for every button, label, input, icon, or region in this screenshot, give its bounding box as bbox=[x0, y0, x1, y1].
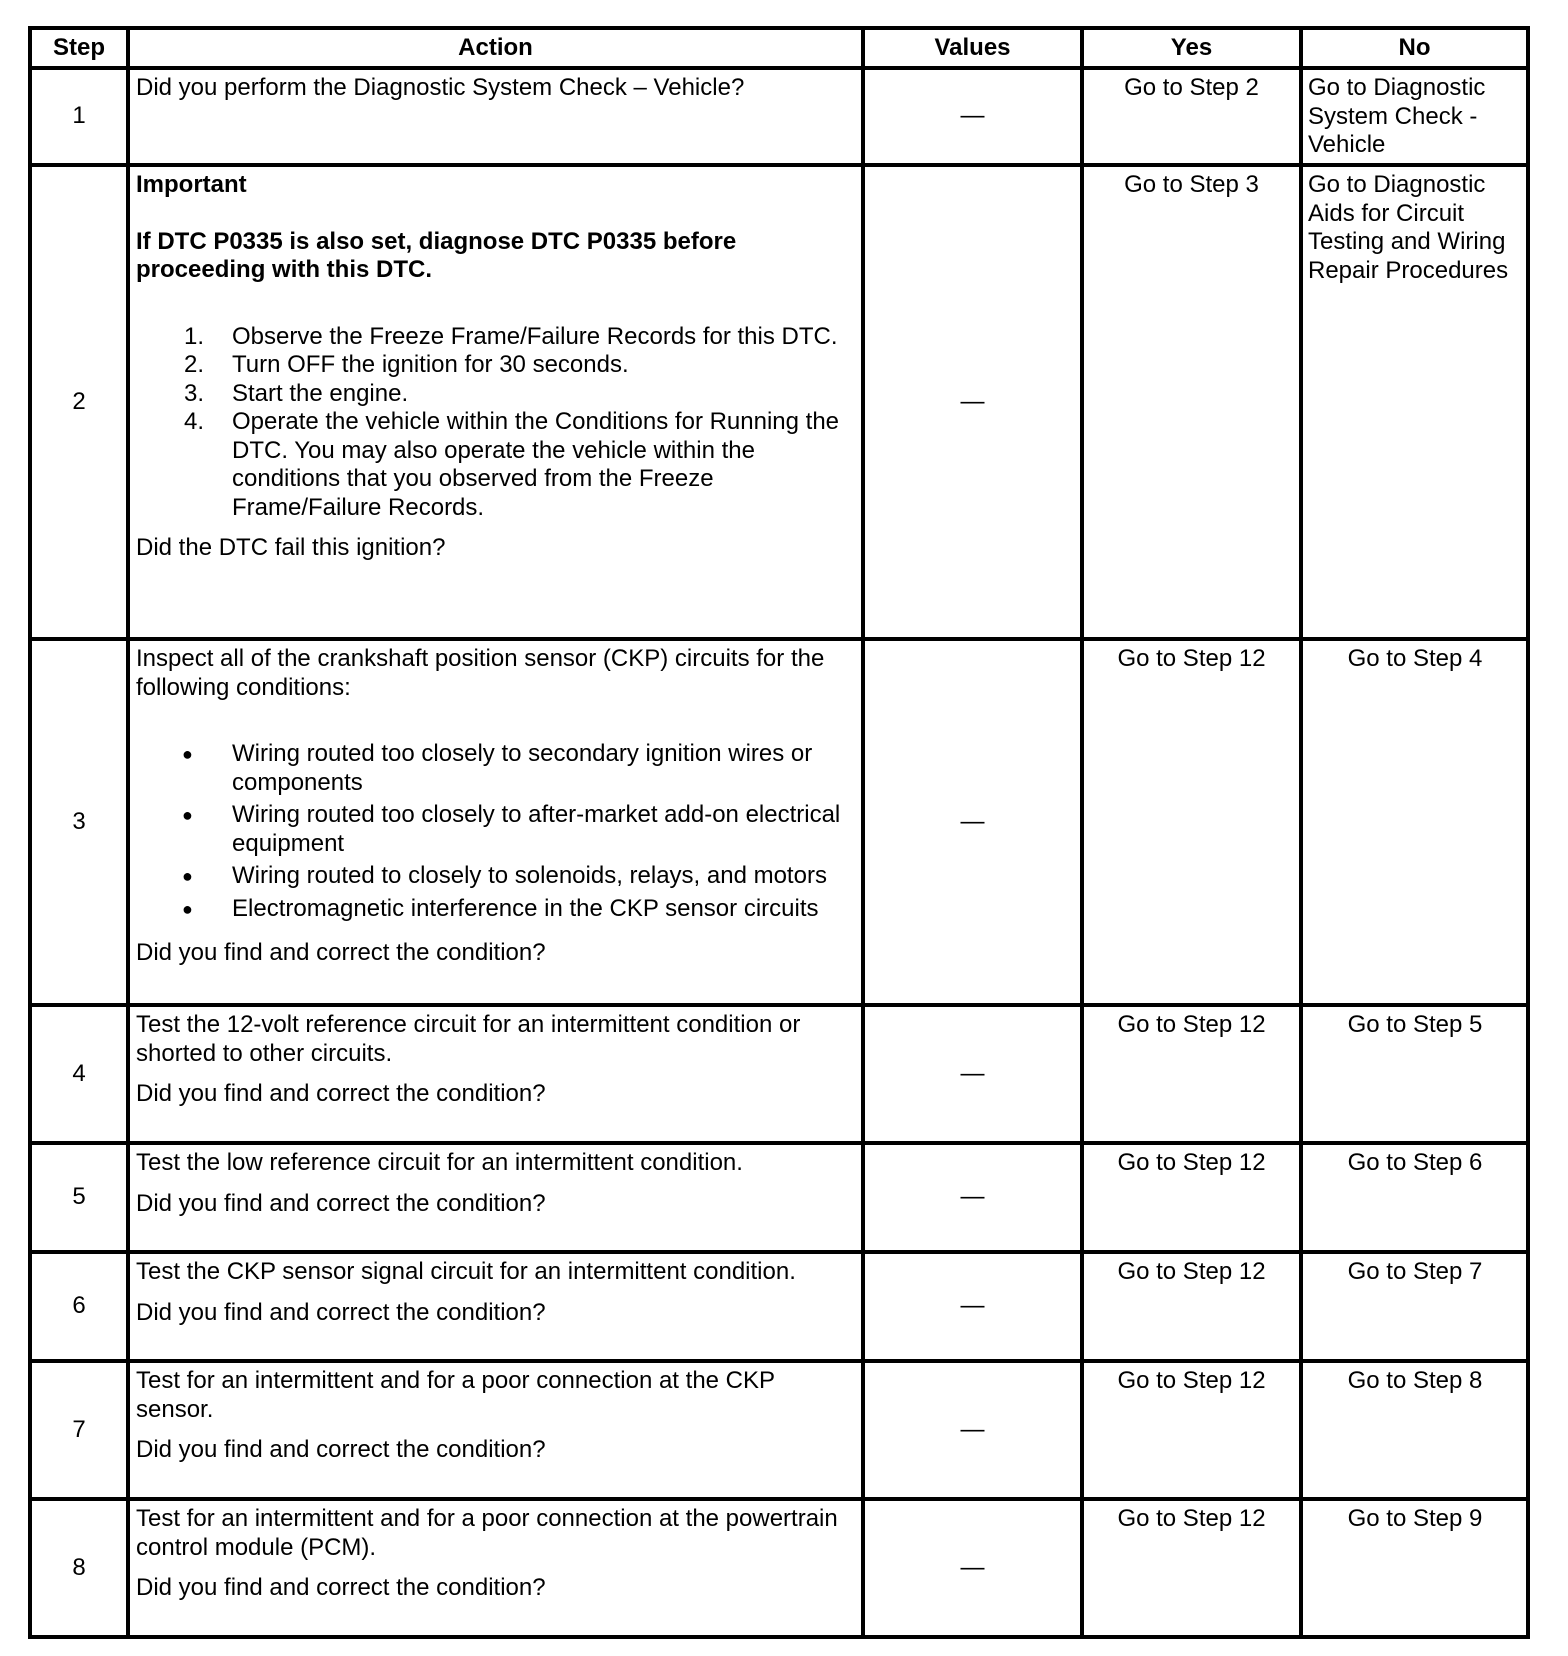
table-row bbox=[30, 1361, 1528, 1499]
action-question: Did you find and correct the condition? bbox=[136, 1080, 546, 1107]
list-item bbox=[136, 862, 855, 891]
no-cell bbox=[1301, 639, 1528, 1005]
yes-link: Go to Step 12 bbox=[1117, 1258, 1266, 1285]
yes-link: Go to Step 2 bbox=[1124, 74, 1259, 101]
header-yes: Yes bbox=[1082, 28, 1301, 68]
value-cell: — bbox=[863, 1005, 1082, 1143]
no-link: Go to Step 5 bbox=[1347, 1011, 1483, 1038]
action-intro: Inspect all of the crankshaft position sensor (CKP) circuits for the following conditions: bbox=[136, 645, 825, 701]
yes-cell bbox=[1082, 1361, 1301, 1499]
value-cell: — bbox=[863, 1143, 1082, 1252]
no-cell bbox=[1301, 165, 1528, 639]
list-item bbox=[136, 895, 855, 924]
yes-link: Go to Step 12 bbox=[1117, 1505, 1266, 1532]
no-link: Go to Step 6 bbox=[1347, 1149, 1483, 1176]
yes-link: Go to Step 12 bbox=[1117, 1367, 1266, 1394]
list-text: Turn OFF the ignition for 30 seconds. bbox=[232, 351, 629, 378]
value-cell: — bbox=[863, 1361, 1082, 1499]
action-question: Did you find and correct the condition? bbox=[136, 1436, 546, 1463]
value-cell: — bbox=[863, 165, 1082, 639]
list-number: 2. bbox=[184, 351, 205, 378]
list-number: 4. bbox=[184, 408, 205, 435]
list-text: Wiring routed to closely to solenoids, relays, and motors bbox=[232, 862, 827, 889]
list-text: Electromagnetic interference in the CKP sensor circuits bbox=[232, 894, 819, 922]
no-cell bbox=[1301, 68, 1528, 165]
header-no: No bbox=[1301, 28, 1528, 68]
bullet-icon: ● bbox=[182, 898, 193, 919]
action-text: Test for an intermittent and for a poor connection at the powertrain control module (PCM). bbox=[136, 1505, 838, 1561]
no-cell bbox=[1301, 1143, 1528, 1252]
list-item bbox=[136, 380, 855, 409]
list-text: Wiring routed too closely to after-market add-on electrical equipment bbox=[232, 801, 841, 857]
table-row bbox=[30, 1252, 1528, 1361]
no-link: Go to Step 4 bbox=[1347, 645, 1483, 672]
bullet-icon: ● bbox=[182, 805, 193, 825]
no-cell bbox=[1301, 1361, 1528, 1499]
action-cell bbox=[128, 68, 863, 165]
action-cell bbox=[128, 1005, 863, 1143]
action-cell bbox=[128, 639, 863, 1005]
yes-cell bbox=[1082, 1005, 1301, 1143]
table-row bbox=[30, 1499, 1528, 1637]
action-question: Did you find and correct the condition? bbox=[136, 1189, 546, 1217]
yes-cell bbox=[1082, 1499, 1301, 1637]
header-row bbox=[30, 28, 1528, 68]
table-row bbox=[30, 68, 1528, 165]
table-row bbox=[30, 1143, 1528, 1252]
action-text: Test the 12-volt reference circuit for an intermittent condition or shorted to other circuits. bbox=[136, 1011, 801, 1067]
action-cell bbox=[128, 165, 863, 639]
yes-link: Go to Step 12 bbox=[1117, 1149, 1266, 1176]
no-cell bbox=[1301, 1005, 1528, 1143]
action-text: Test the CKP sensor signal circuit for an intermittent condition. bbox=[136, 1258, 796, 1285]
list-text: Observe the Freeze Frame/Failure Records for this DTC. bbox=[232, 322, 838, 350]
step-number: 2 bbox=[30, 165, 128, 639]
bullet-icon: ● bbox=[182, 744, 193, 764]
no-cell bbox=[1301, 1252, 1528, 1361]
action-text: Test for an intermittent and for a poor connection at the CKP sensor. bbox=[136, 1367, 775, 1423]
important-label: Important bbox=[136, 171, 247, 198]
step-number: 6 bbox=[30, 1252, 128, 1361]
action-question: Did you find and correct the condition? bbox=[136, 1298, 546, 1326]
yes-link: Go to Step 3 bbox=[1124, 171, 1259, 198]
list-item bbox=[136, 351, 855, 380]
value-cell: — bbox=[863, 68, 1082, 165]
list-number: 1. bbox=[184, 322, 205, 350]
procedure-list bbox=[136, 323, 855, 523]
no-link: Go to Step 7 bbox=[1347, 1258, 1483, 1285]
action-question: Did the DTC fail this ignition? bbox=[136, 534, 446, 561]
list-number: 3. bbox=[184, 379, 205, 407]
no-link: Go to Step 9 bbox=[1347, 1505, 1483, 1532]
action-cell bbox=[128, 1143, 863, 1252]
action-cell bbox=[128, 1252, 863, 1361]
action-question: Did you perform the Diagnostic System Check – Vehicle? bbox=[136, 74, 745, 101]
table-row bbox=[30, 1005, 1528, 1143]
step-number: 5 bbox=[30, 1143, 128, 1252]
yes-cell bbox=[1082, 1143, 1301, 1252]
step-number: 8 bbox=[30, 1499, 128, 1637]
action-question: Did you find and correct the condition? bbox=[136, 939, 546, 966]
yes-cell bbox=[1082, 639, 1301, 1005]
yes-cell bbox=[1082, 68, 1301, 165]
list-item bbox=[136, 408, 855, 522]
value-cell: — bbox=[863, 639, 1082, 1005]
header-values: Values bbox=[863, 28, 1082, 68]
action-cell bbox=[128, 1499, 863, 1637]
list-item bbox=[136, 323, 855, 352]
condition-list bbox=[136, 740, 855, 927]
list-item bbox=[136, 740, 855, 797]
action-text: Test the low reference circuit for an intermittent condition. bbox=[136, 1149, 743, 1176]
list-text: Wiring routed too closely to secondary ignition wires or components bbox=[232, 740, 813, 796]
yes-cell bbox=[1082, 1252, 1301, 1361]
list-text: Operate the vehicle within the Conditions for Running the DTC. You may also operate the vehicle within the conditions that you observed from the Freeze Frame/Failure Records. bbox=[232, 408, 840, 521]
diagnostic-table bbox=[28, 26, 1530, 1639]
list-item bbox=[136, 801, 855, 858]
bullet-icon: ● bbox=[182, 866, 193, 886]
table-row bbox=[30, 639, 1528, 1005]
value-cell: — bbox=[863, 1499, 1082, 1637]
yes-link: Go to Step 12 bbox=[1117, 1011, 1266, 1038]
table-row bbox=[30, 165, 1528, 639]
no-link: Go to Diagnostic Aids for Circuit Testing and Wiring Repair Procedures bbox=[1308, 171, 1509, 284]
list-text: Start the engine. bbox=[232, 379, 409, 407]
no-link: Go to Step 8 bbox=[1347, 1367, 1483, 1394]
action-cell bbox=[128, 1361, 863, 1499]
no-link: Go to Diagnostic System Check - Vehicle bbox=[1308, 74, 1486, 158]
important-note: If DTC P0335 is also set, diagnose DTC P0335 before proceeding with this DTC. bbox=[136, 227, 737, 283]
step-number: 3 bbox=[30, 639, 128, 1005]
no-cell bbox=[1301, 1499, 1528, 1637]
value-cell: — bbox=[863, 1252, 1082, 1361]
step-number: 1 bbox=[30, 68, 128, 165]
step-number: 4 bbox=[30, 1005, 128, 1143]
header-step: Step bbox=[30, 28, 128, 68]
yes-cell bbox=[1082, 165, 1301, 639]
action-question: Did you find and correct the condition? bbox=[136, 1574, 546, 1601]
step-number: 7 bbox=[30, 1361, 128, 1499]
header-action: Action bbox=[128, 28, 863, 68]
yes-link: Go to Step 12 bbox=[1117, 645, 1266, 672]
